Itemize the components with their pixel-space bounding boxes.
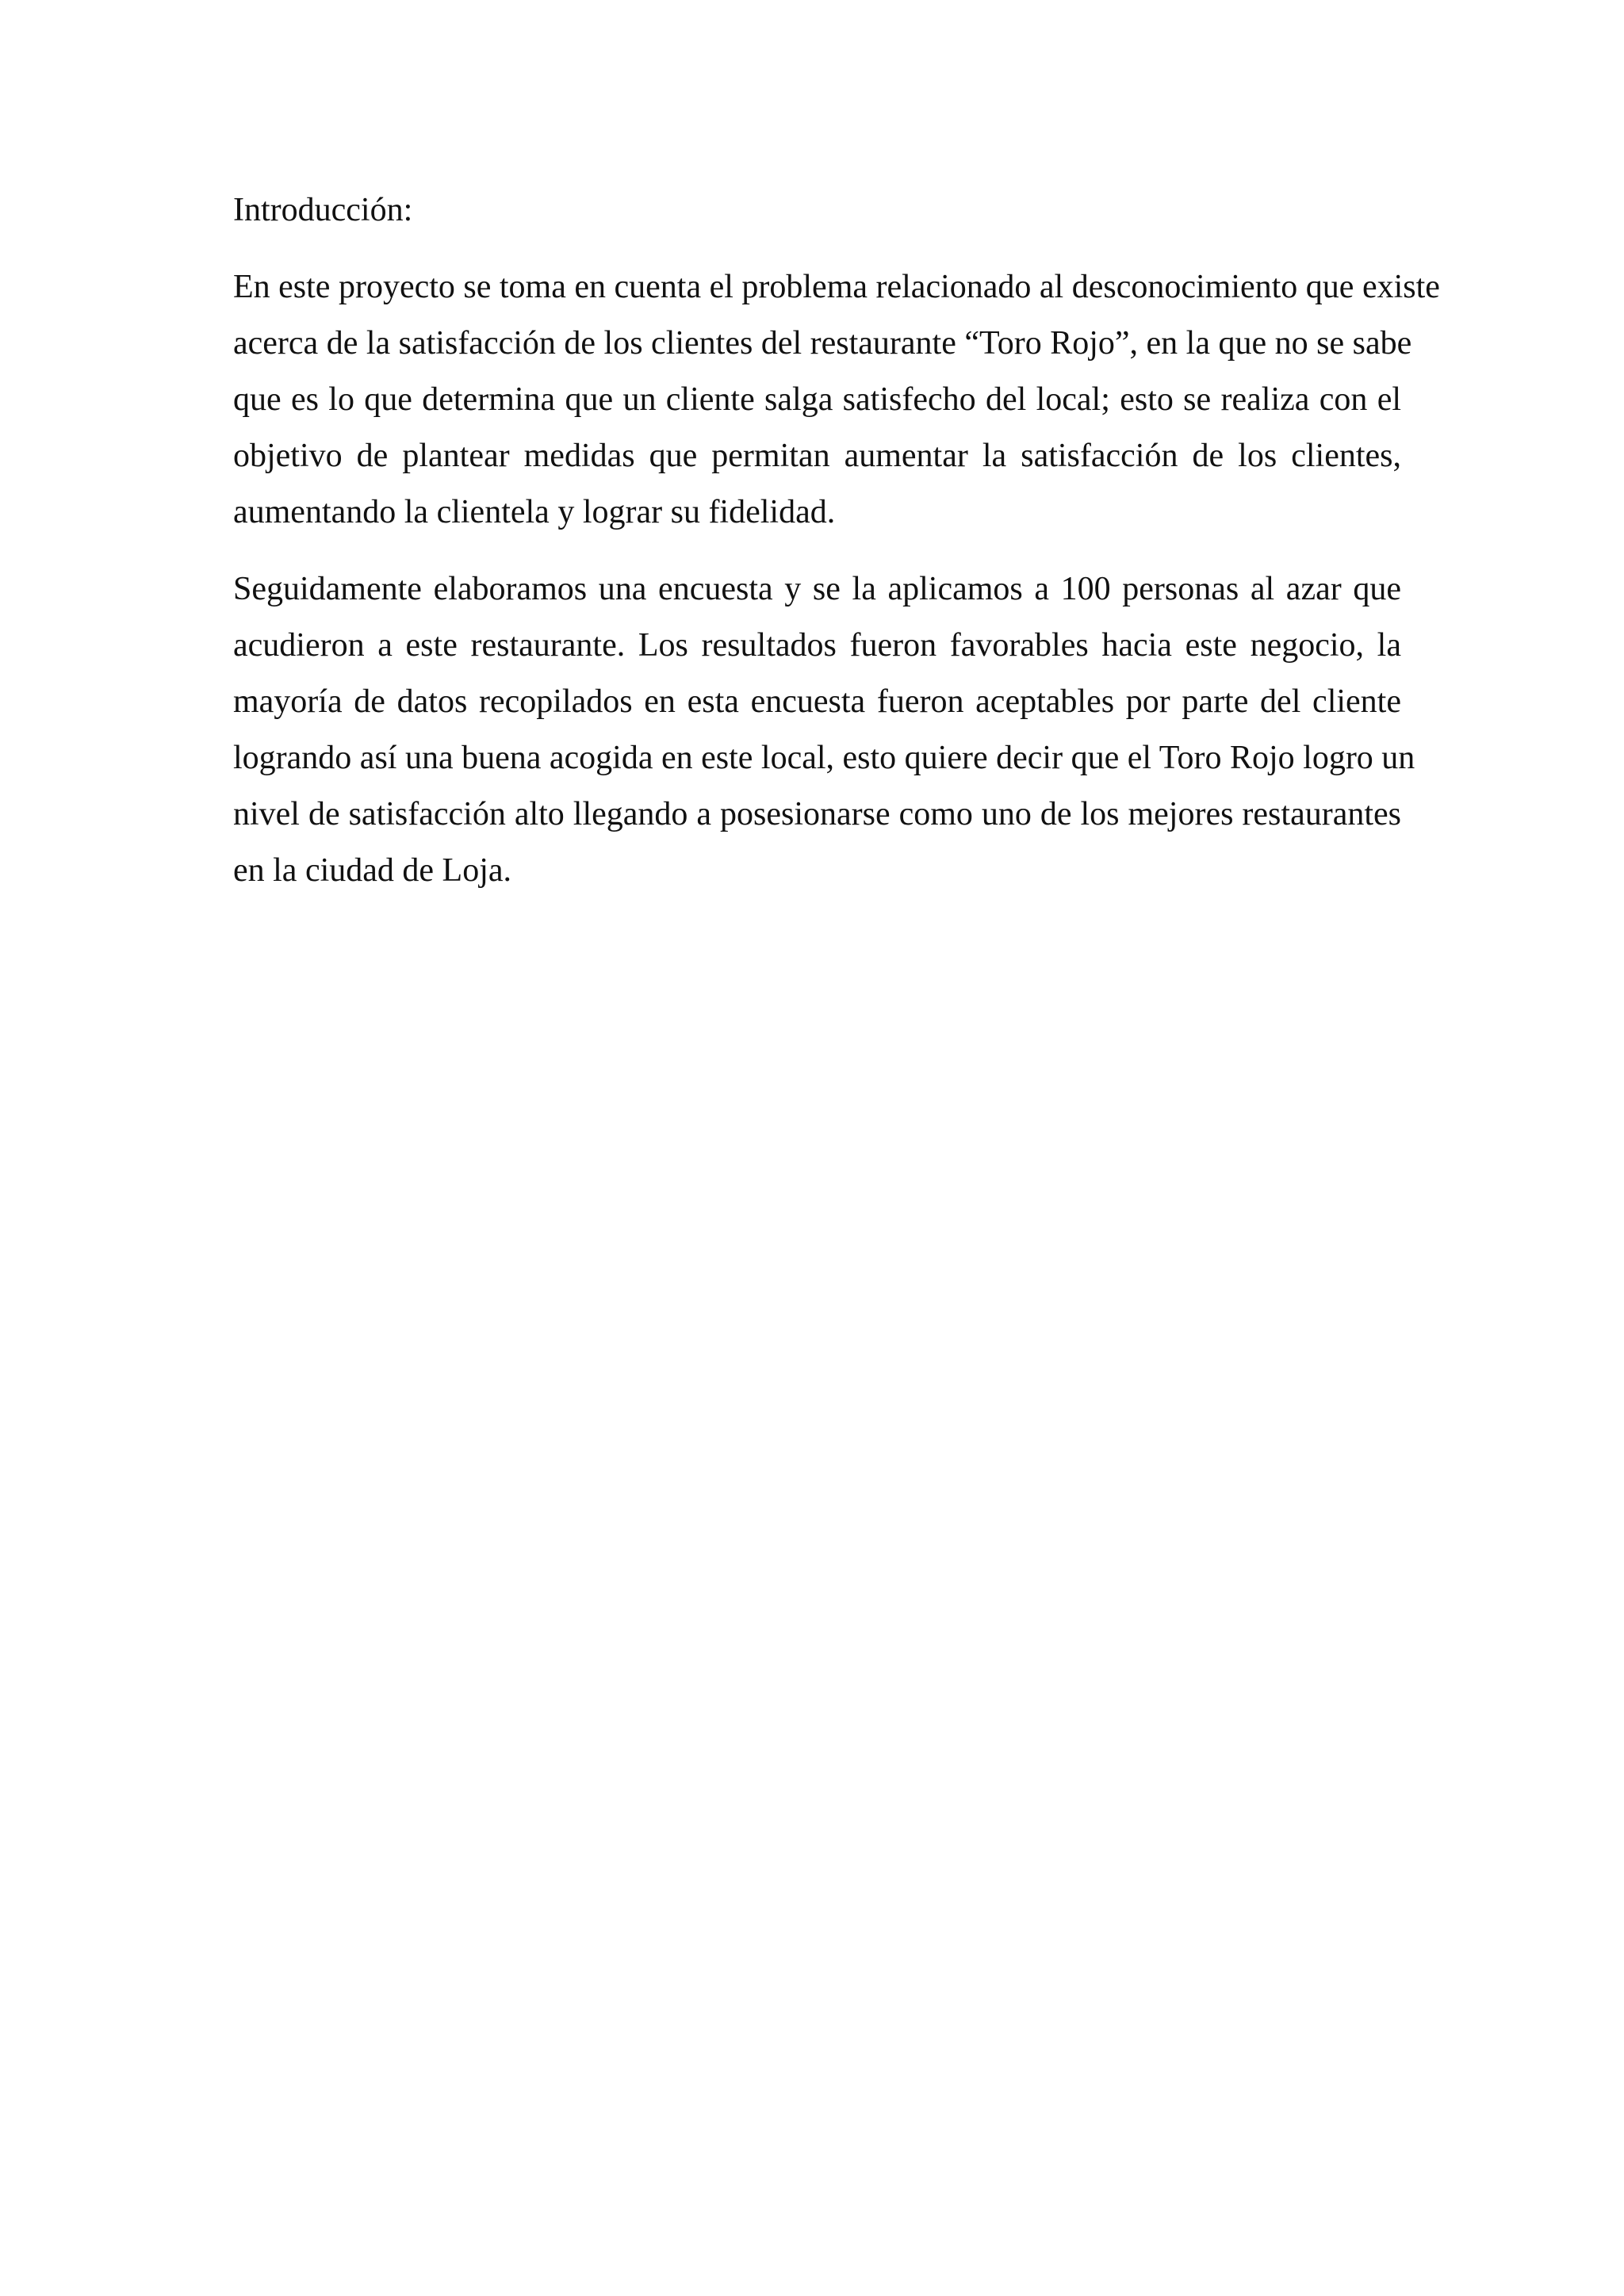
text-line: objetivo de plantear medidas que permitan aumentar la satisfacción de los clientes, [233,438,1401,474]
document-page [233,182,1440,920]
text-line: acerca de la satisfacción de los clientes del restaurante “Toro Rojo”, en la que no se sabe [233,325,1412,362]
text-line: nivel de satisfacción alto llegando a posesionarse como uno de los mejores restaurantes [233,796,1401,832]
text-line: en la ciudad de Loja. [233,852,512,889]
text-line: aumentando la clientela y lograr su fidelidad. [233,494,836,530]
paragraph-1 [233,259,1440,541]
text-line: logrando así una buena acogida en este local, esto quiere decir que el Toro Rojo logro un [233,740,1415,776]
paragraph-2 [233,561,1415,899]
text-line: que es lo que determina que un cliente salga satisfecho del local; esto se realiza con el [233,381,1401,418]
section-heading: Introducción: [233,192,413,228]
text-line: Seguidamente elaboramos una encuesta y se la aplicamos a 100 personas al azar que [233,571,1401,607]
text-line: mayoría de datos recopilados en esta encuesta fueron aceptables por parte del cliente [233,683,1401,720]
text-line: acudieron a este restaurante. Los resultados fueron favorables hacia este negocio, la [233,627,1401,664]
text-line: En este proyecto se toma en cuenta el problema relacionado al desconocimiento que existe [233,269,1440,305]
